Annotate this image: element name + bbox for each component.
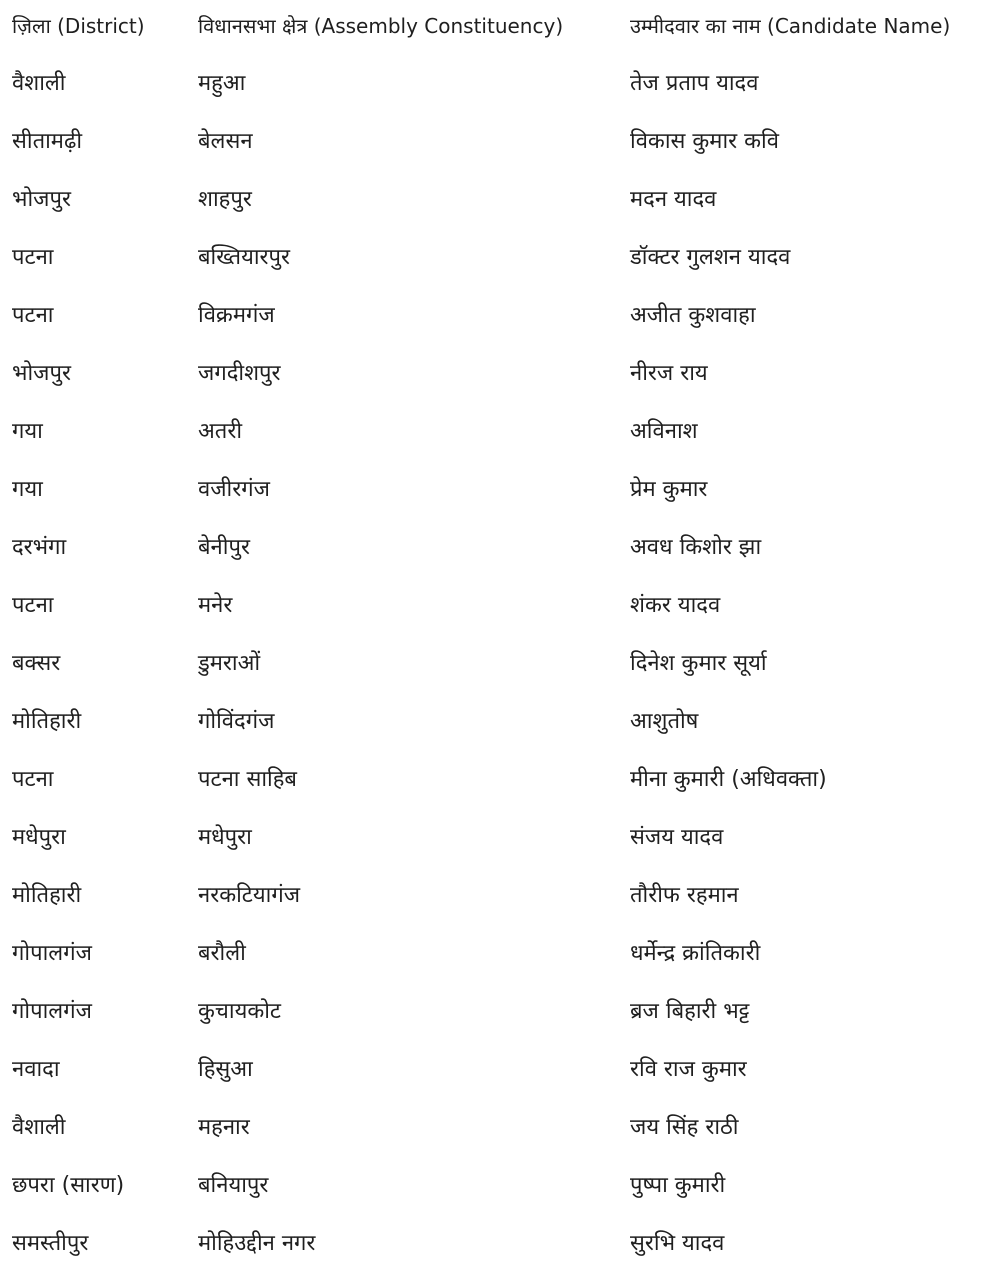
cell-assembly-constituency: जगदीशपुर	[198, 361, 281, 386]
cell-district: पटना	[12, 767, 54, 792]
cell-candidate-name: नीरज राय	[630, 361, 708, 386]
cell-candidate-name: संजय यादव	[630, 825, 724, 850]
table-header-row	[0, 0, 988, 58]
cell-candidate-name: अजीत कुशवाहा	[630, 303, 756, 328]
cell-assembly-constituency: मनेर	[198, 593, 233, 618]
cell-candidate-name: जय सिंह राठी	[630, 1115, 739, 1140]
cell-assembly-constituency: महुआ	[198, 71, 246, 96]
cell-assembly-constituency: मोहिउद्दीन नगर	[198, 1231, 316, 1256]
table-row	[0, 928, 988, 986]
cell-candidate-name: शंकर यादव	[630, 593, 721, 618]
table-row	[0, 290, 988, 348]
table-row	[0, 232, 988, 290]
cell-district: गया	[12, 477, 43, 502]
cell-assembly-constituency: गोविंदगंज	[198, 709, 275, 734]
cell-candidate-name: धर्मेन्द्र क्रांतिकारी	[630, 941, 761, 966]
cell-assembly-constituency: बरौली	[198, 941, 246, 966]
cell-assembly-constituency: बेनीपुर	[198, 535, 250, 560]
cell-assembly-constituency: विक्रमगंज	[198, 303, 275, 328]
table-row	[0, 406, 988, 464]
table-row	[0, 348, 988, 406]
cell-candidate-name: दिनेश कुमार सूर्या	[630, 651, 767, 676]
cell-assembly-constituency: डुमराओं	[198, 651, 261, 676]
cell-assembly-constituency: नरकटियागंज	[198, 883, 301, 908]
cell-district: वैशाली	[12, 71, 66, 96]
table-row	[0, 754, 988, 812]
cell-district: छपरा (सारण)	[12, 1173, 125, 1198]
cell-candidate-name: पुष्पा कुमारी	[630, 1173, 726, 1198]
cell-candidate-name: तौरीफ रहमान	[630, 883, 739, 908]
cell-candidate-name: मीना कुमारी (अधिवक्ता)	[630, 767, 827, 792]
table-row	[0, 522, 988, 580]
cell-assembly-constituency: महनार	[198, 1115, 250, 1140]
table-row	[0, 464, 988, 522]
cell-candidate-name: अवध किशोर झा	[630, 535, 762, 560]
cell-district: गोपालगंज	[12, 999, 92, 1024]
cell-district: नवादा	[12, 1057, 60, 1082]
cell-district: दरभंगा	[12, 535, 67, 560]
table-row	[0, 638, 988, 696]
cell-district: गोपालगंज	[12, 941, 92, 966]
cell-candidate-name: अविनाश	[630, 419, 698, 444]
cell-candidate-name: डॉक्टर गुलशन यादव	[630, 245, 791, 270]
cell-district: मोतिहारी	[12, 883, 82, 908]
table-row	[0, 1102, 988, 1160]
cell-candidate-name: प्रेम कुमार	[630, 477, 708, 502]
table-row	[0, 812, 988, 870]
cell-district: मोतिहारी	[12, 709, 82, 734]
header-candidate-name: उम्मीदवार का नाम (Candidate Name)	[630, 14, 951, 38]
table-row	[0, 1044, 988, 1102]
cell-assembly-constituency: बख्तियारपुर	[198, 245, 291, 270]
cell-district: भोजपुर	[12, 187, 71, 212]
cell-district: बक्सर	[12, 651, 61, 676]
cell-district: पटना	[12, 303, 54, 328]
cell-assembly-constituency: बनियापुर	[198, 1173, 269, 1198]
table-row	[0, 58, 988, 116]
cell-candidate-name: सुरभि यादव	[630, 1231, 725, 1256]
cell-district: पटना	[12, 245, 54, 270]
cell-candidate-name: तेज प्रताप यादव	[630, 71, 759, 96]
cell-district: मधेपुरा	[12, 825, 66, 850]
cell-assembly-constituency: पटना साहिब	[198, 767, 297, 792]
cell-assembly-constituency: हिसुआ	[198, 1057, 253, 1082]
cell-assembly-constituency: बेलसन	[198, 129, 253, 154]
cell-district: सीतामढ़ी	[12, 129, 83, 154]
cell-district: वैशाली	[12, 1115, 66, 1140]
cell-candidate-name: रवि राज कुमार	[630, 1057, 747, 1082]
cell-candidate-name: विकास कुमार कवि	[630, 129, 779, 154]
cell-district: समस्तीपुर	[12, 1231, 89, 1256]
cell-candidate-name: ब्रज बिहारी भट्ट	[630, 999, 750, 1024]
table-row	[0, 1218, 988, 1276]
cell-district: गया	[12, 419, 43, 444]
cell-assembly-constituency: अतरी	[198, 419, 243, 444]
cell-assembly-constituency: मधेपुरा	[198, 825, 252, 850]
header-district: ज़िला (District)	[12, 14, 145, 38]
table-row	[0, 870, 988, 928]
header-assembly-constituency: विधानसभा क्षेत्र (Assembly Constituency)	[198, 14, 564, 38]
table-row	[0, 580, 988, 638]
table-row	[0, 696, 988, 754]
table-row	[0, 1160, 988, 1218]
cell-district: भोजपुर	[12, 361, 71, 386]
cell-candidate-name: मदन यादव	[630, 187, 717, 212]
cell-candidate-name: आशुतोष	[630, 709, 699, 734]
cell-assembly-constituency: कुचायकोट	[198, 999, 282, 1024]
table-row	[0, 174, 988, 232]
table-row	[0, 116, 988, 174]
cell-assembly-constituency: वजीरगंज	[198, 477, 270, 502]
cell-assembly-constituency: शाहपुर	[198, 187, 252, 212]
cell-district: पटना	[12, 593, 54, 618]
table-row	[0, 986, 988, 1044]
